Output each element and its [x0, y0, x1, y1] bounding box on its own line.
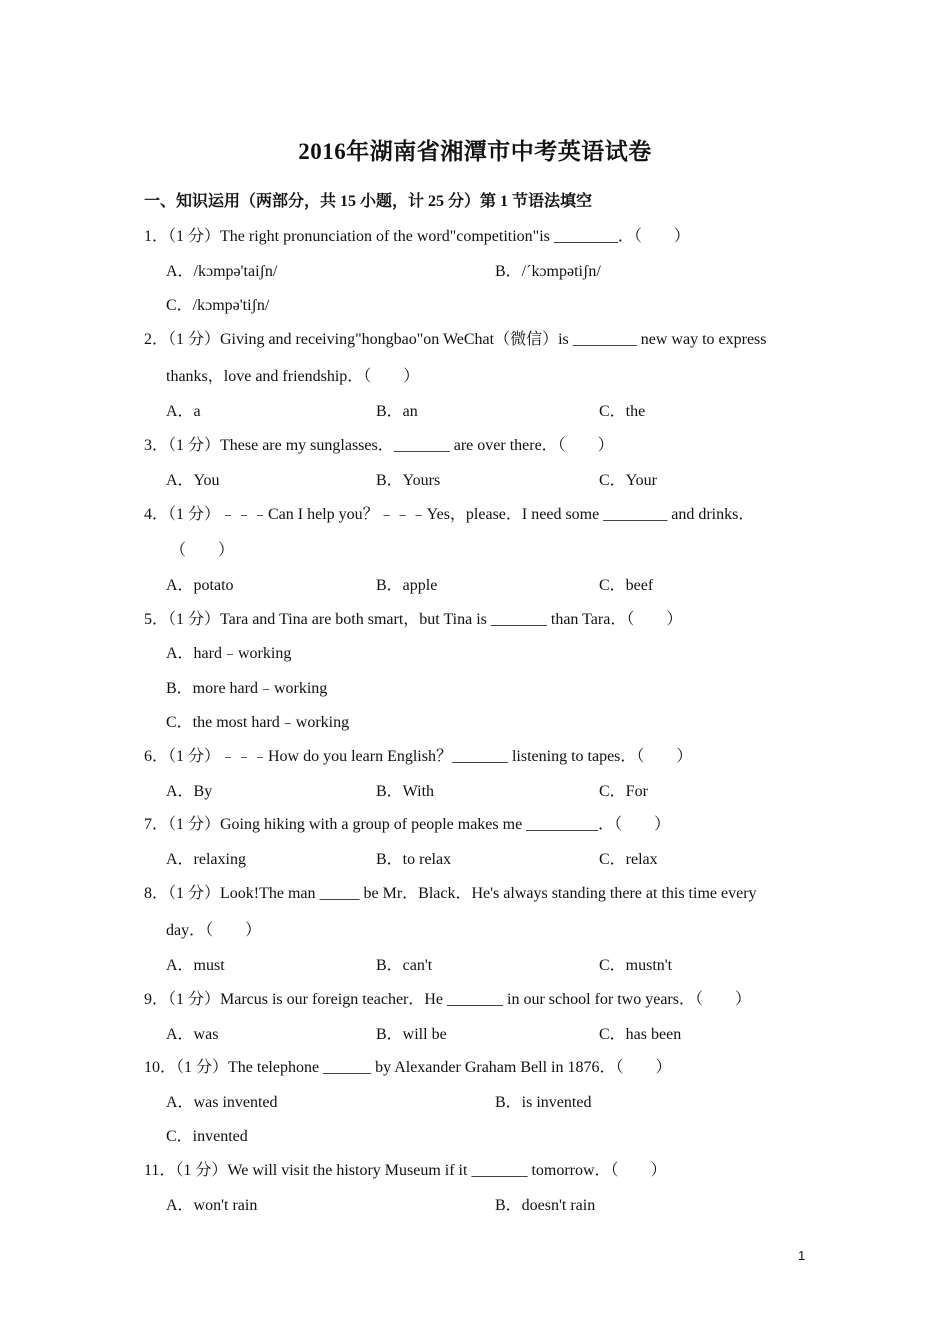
question-4-text-cont: （ ）	[170, 542, 235, 559]
question-8-text-cont: day．（ ）	[166, 922, 262, 939]
question-10-option-b[interactable]: B．is invented	[495, 1094, 592, 1111]
question-1-option-c[interactable]: C．/kɔmpə'tiʃn/	[166, 297, 270, 314]
question-2-option-c[interactable]: C．the	[599, 403, 646, 420]
question-4-option-c[interactable]: C．beef	[599, 577, 654, 594]
question-6-option-b[interactable]: B．With	[376, 783, 435, 800]
question-6-text: 6．（1 分）﹣﹣﹣How do you learn English？_______ listening to tapes．（ ）	[144, 748, 693, 765]
question-3-option-a[interactable]: A．You	[166, 472, 220, 489]
question-6-option-c[interactable]: C．For	[599, 783, 648, 800]
question-11-option-b[interactable]: B．doesn't rain	[495, 1197, 596, 1214]
question-9-option-c[interactable]: C．has been	[599, 1026, 682, 1043]
question-4-text: 4．（1 分）﹣﹣﹣Can I help you？﹣﹣﹣Yes，please．I need some ________ and drinks．	[144, 506, 755, 523]
question-2-option-a[interactable]: A．a	[166, 403, 201, 420]
question-4-option-b[interactable]: B．apple	[376, 577, 438, 594]
question-2-text: 2．（1 分）Giving and receiving"hongbao"on WeChat（微信）is ________ new way to express	[144, 331, 767, 348]
question-8-option-a[interactable]: A．must	[166, 957, 225, 974]
question-5-option-b[interactable]: B．more hard﹣working	[166, 680, 328, 697]
question-5-text: 5．（1 分）Tara and Tina are both smart，but Tina is _______ than Tara．（ ）	[144, 611, 683, 628]
question-10-option-c[interactable]: C．invented	[166, 1128, 248, 1145]
question-7-option-c[interactable]: C．relax	[599, 851, 658, 868]
question-1-option-b[interactable]: B．/ˊkɔmpətiʃn/	[495, 263, 601, 280]
question-8-text: 8．（1 分）Look!The man _____ be Mr．Black．He's always standing there at this time every	[144, 885, 757, 902]
question-11-text: 11．（1 分）We will visit the history Museum if it _______ tomorrow．（ ）	[144, 1162, 667, 1179]
section-heading: 一、知识运用（两部分，共 15 小题，计 25 分）第 1 节语法填空	[144, 193, 593, 210]
question-8-option-b[interactable]: B．can't	[376, 957, 433, 974]
question-5-option-a[interactable]: A．hard﹣working	[166, 645, 292, 662]
question-8-option-c[interactable]: C．mustn't	[599, 957, 673, 974]
question-4-option-a[interactable]: A．potato	[166, 577, 234, 594]
question-9-option-a[interactable]: A．was	[166, 1026, 219, 1043]
question-2-text-cont: thanks，love and friendship．（ ）	[166, 368, 420, 385]
question-11-option-a[interactable]: A．won't rain	[166, 1197, 258, 1214]
question-7-option-a[interactable]: A．relaxing	[166, 851, 246, 868]
page-number: 1	[798, 1248, 806, 1263]
question-3-option-c[interactable]: C．Your	[599, 472, 657, 489]
question-3-text: 3．（1 分）These are my sunglasses．_______ are over there．（ ）	[144, 437, 614, 454]
question-10-text: 10．（1 分）The telephone ______ by Alexander Graham Bell in 1876．（ ）	[144, 1059, 672, 1076]
page-title: 2016年湖南省湘潭市中考英语试卷	[298, 139, 652, 164]
question-1-text: 1．（1 分）The right pronunciation of the word"competition"is ________．（ ）	[144, 228, 690, 245]
question-6-option-a[interactable]: A．By	[166, 783, 213, 800]
question-3-option-b[interactable]: B．Yours	[376, 472, 441, 489]
question-7-text: 7．（1 分）Going hiking with a group of people makes me _________．（ ）	[144, 816, 671, 833]
question-7-option-b[interactable]: B．to relax	[376, 851, 452, 868]
question-9-text: 9．（1 分）Marcus is our foreign teacher．He _______ in our school for two years．（ ）	[144, 991, 751, 1008]
question-2-option-b[interactable]: B．an	[376, 403, 418, 420]
question-1-option-a[interactable]: A．/kɔmpə'taiʃn/	[166, 263, 278, 280]
question-5-option-c[interactable]: C．the most hard﹣working	[166, 714, 350, 731]
question-10-option-a[interactable]: A．was invented	[166, 1094, 278, 1111]
question-9-option-b[interactable]: B．will be	[376, 1026, 447, 1043]
